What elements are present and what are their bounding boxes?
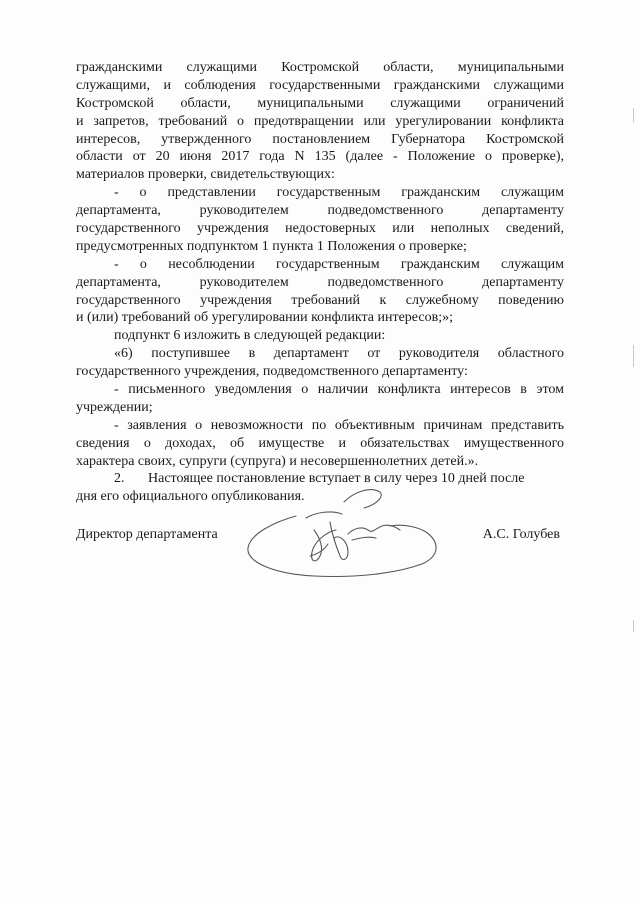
body-line: Костромской области, муниципальными служащими ограничений — [76, 95, 564, 111]
scan-edge-mark — [633, 108, 634, 122]
document-body — [76, 59, 564, 506]
body-line: гражданскими служащими Костромской области, муниципальными — [76, 60, 564, 75]
body-line: сведения о доходах, об имуществе и обязательствах имущественного — [76, 435, 564, 451]
body-line: предусмотренных подпунктом 1 пункта 1 Положения о проверке; — [76, 238, 467, 254]
signatory-title: Директор департамента — [76, 527, 218, 542]
body-line: и запретов, требований о предотвращении или урегулировании конфликта — [76, 113, 564, 129]
body-line: подпункт 6 изложить в следующей редакции: — [114, 328, 386, 344]
body-line: департамента, руководителем подведомственного департаменту — [76, 274, 564, 290]
body-line: - о несоблюдении государственным гражданским служащим — [114, 256, 564, 272]
body-line: - заявления о невозможности по объективным причинам представить — [114, 417, 564, 433]
clause-number: 2. — [114, 471, 125, 487]
body-line: государственного учреждения недостоверных или неполных сведений, — [76, 221, 564, 237]
body-line: служащими, и соблюдения государственными гражданскими служащими — [76, 77, 564, 93]
body-line: «6) поступившее в департамент от руководителя областного — [114, 346, 564, 362]
scan-edge-mark — [633, 620, 634, 632]
body-line: - письменного уведомления о наличии конфликта интересов в этом — [114, 382, 564, 398]
body-line: дня его официального опубликования. — [76, 489, 305, 505]
body-line: департамента, руководителем подведомственного департаменту — [76, 203, 564, 219]
body-line: Настоящее постановление вступает в силу через 10 дней после — [148, 471, 525, 487]
body-line: - о представлении государственным гражданским служащим — [114, 185, 564, 201]
signature-block — [76, 527, 564, 547]
body-line: характера своих, супруги (супруга) и несовершеннолетних детей.». — [76, 453, 479, 469]
body-line: учреждении; — [76, 399, 153, 415]
body-line: интересов, утвержденного постановлением Губернатора Костромской — [76, 131, 564, 147]
body-line: государственного учреждения, подведомственного департаменту: — [76, 364, 468, 380]
signatory-name: А.С. Голубев — [482, 527, 560, 542]
body-line: области от 20 июня 2017 года N 135 (далее - Положение о проверке), — [76, 149, 564, 165]
scan-edge-mark — [633, 345, 634, 367]
body-line: материалов проверки, свидетельствующих: — [76, 167, 335, 183]
body-line: и (или) требований об урегулировании конфликта интересов;»; — [76, 310, 453, 326]
body-line: государственного учреждения требований к служебному поведению — [76, 292, 564, 308]
